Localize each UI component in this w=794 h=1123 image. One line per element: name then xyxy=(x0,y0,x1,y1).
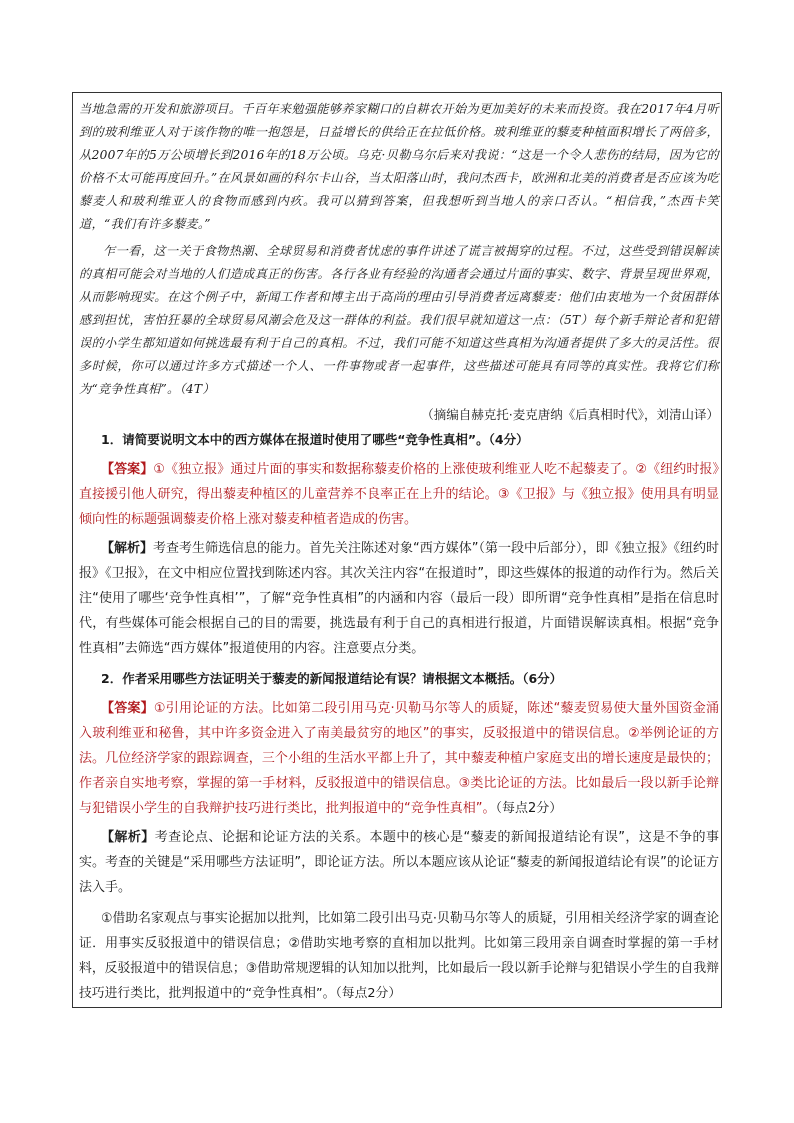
question-2: 2．作者采用哪些方法证明关于藜麦的新闻报道结论有误？请根据文本概括。（6分） xyxy=(101,671,563,686)
answer-tag: 【答案】 xyxy=(101,462,154,477)
source-citation: （摘编自赫克托·麦克唐纳《后真相时代》，刘清山译） xyxy=(421,407,719,422)
analysis-2 xyxy=(79,825,719,900)
analysis-1-text: 考查考生筛选信息的能力。首先关注陈述对象“西方媒体”（第一段中后部分），即《独立报》《纽约时报》《卫报》，在文中相应位置找到陈述内容。其次关注内容“在报道时”，即这些媒体的报道的动作行为。然后关注“使用了哪些‘竞争性真相’”，了解“竞争性真相”的内涵和内容（最后一段）即所谓“竞争性真相”是指在信息时代，有些媒体可能会根据自己的目的需要，挑选最有利于自己的真相进行报道，片面错误解读真相。根据“竞争性真相”去筛选“西方媒体”报道使用的内容。注意要点分类。 xyxy=(79,541,719,656)
answer-1 xyxy=(79,457,719,532)
document-body xyxy=(79,98,719,1006)
answer-tag: 【答案】 xyxy=(101,701,154,716)
analysis-2-detail: ①借助名家观点与事实论据加以批判，比如第二段引出马克·贝勒马尔等人的质疑，引用相关经济学家的调查论证．用事实反驳报道中的错误信息；②借助实地考察的直相加以批判。比如第三段用亲自调查时掌握的第一手材料，反驳报道中的错误信息；③借助常规逻辑的认知加以批判，比如最后一段以新手论辩与犯错误小学生的自我辩技巧进行类比，批判报道中的“竞争性真相”。（每点2分） xyxy=(79,911,719,1001)
passage xyxy=(79,98,719,401)
question-1: 1．请简要说明文本中的西方媒体在报道时使用了哪些“竞争性真相”。（4分） xyxy=(101,432,529,447)
answer-1-text: ①《独立报》通过片面的事实和数据称藜麦价格的上涨使玻利维亚人吃不起藜麦了。②《纽约时报》直接援引他人研究，得出藜麦种植区的儿童营养不良率正在上升的结论。③《卫报》与《独立报》使用具有明显倾向性的标题强调藜麦价格上涨对藜麦种植者造成的伤害。 xyxy=(79,462,719,527)
analysis-2-text: 考查论点、论据和论证方法的关系。本题中的核心是“藜麦的新闻报道结论有误”，这是不争的事实。考查的关键是“采用哪些方法证明”，即论证方法。所以本题应该从论证“藜麦的新闻报道结论有误”的论证方法入手。 xyxy=(79,830,719,895)
analysis-tag: 【解析】 xyxy=(101,541,154,556)
passage-paragraph-1: 当地急需的开发和旅游项目。千百年来勉强能够养家糊口的自耕农开始为更加美好的未来而投资。我在2017年4月听到的玻利维亚人对于该作物的唯一抱怨是，日益增长的供给正在拉低价格。玻利维亚的藜麦种植面积增长了两倍多，从2007年的5万公顷增长到2016年的18万公顷。乌克·贝勒乌尔后来对我说：“这是一个令人悲伤的结局，因为它的价格不太可能再度回升。”在风景如画的科尔卡山谷，当太阳落山时，我问杰西卡，欧洲和北美的消费者是否应该为吃藜麦人和玻利维亚人的食物而感到内疚。我可以猜到答案，但我想听到当地人的亲口否认。“相信我，”杰西卡笑道，“我们有许多藜麦。” xyxy=(79,102,719,231)
answer-2-score: （每点2分） xyxy=(495,801,563,816)
answer-2 xyxy=(79,696,719,821)
passage-paragraph-2: 乍一看，这一关于食物热潮、全球贸易和消费者忧虑的事件讲述了谎言被揭穿的过程。不过，这些受到错误解读的真相可能会对当地的人们造成真正的伤害。各行各业有经验的沟通者会通过片面的事实、数字、背景呈现世界观，从而影响现实。在这个例子中，新闻工作者和博主出于高尚的理由引导消费者远离藜麦：他们由衷地为一个贫困群体感到担忧，害怕狂暴的全球贸易风潮会危及这一群体的利益。我们很早就知道这一点：（5T）每个新手辩论者和犯错误的小学生都知道如何挑选最有利于自己的真相。不过，我们可能不知道这些真相为沟通者提供了多大的灵活性。很多时候，你可以通过许多方式描述一个人、一件事物或者一起事件，这些描述可能具有同等的真实性。我将它们称为“竞争性真相”。（4T） xyxy=(79,244,719,396)
analysis-tag: 【解析】 xyxy=(101,830,155,845)
analysis-1 xyxy=(79,536,719,661)
answer-2-text: ①引用论证的方法。比如第二段引用马克·贝勒马尔等人的质疑，陈述“藜麦贸易使大量外国资金涌入玻利维亚和秘鲁，其中许多资金进入了南美最贫穷的地区”的事实，反驳报道中的错误信息。②举例论证的方法。几位经济学家的跟踪调查，三个小组的生活水平都上升了，其中藜麦种植户家庭支出的增长速度是最快的；作者亲自实地考察，掌握的第一手材料，反驳报道中的错误信息。③类比论证的方法。比如最后一段以新手论辩与犯错误小学生的自我辩护技巧进行类比，批判报道中的“竞争性真相”。 xyxy=(79,701,719,816)
